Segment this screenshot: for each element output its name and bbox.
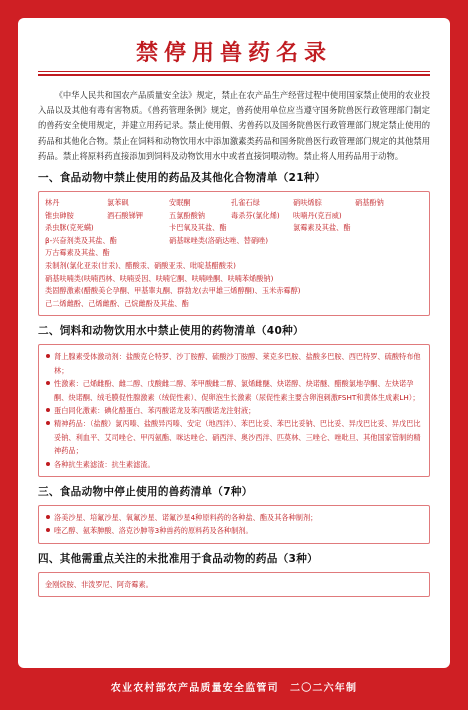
title-rule-thick [38, 74, 430, 76]
drug-item: 氯苯砜 [107, 198, 129, 208]
section-4-heading: 四、其他需重点关注的未批准用于食品动物的药品（3种） [38, 552, 319, 565]
drug-item: 硝呋烯腙 [293, 198, 322, 208]
drug-category-item: 蛋白同化激素：碘化酪蛋白、苯丙酸诺龙及苯丙酸诺龙注射液； [45, 404, 423, 417]
title-rule [38, 71, 430, 72]
drug-category-item: 肾上腺素受体激动剂：盐酸克仑特罗、沙丁胺醇、硫酸沙丁胺醇、莱克多巴胺、盐酸多巴胺、西巴特罗、硫酸特布他林； [45, 350, 423, 377]
drug-item: 己二烯雌酚、己烯雌酚、己烷雌酚及其盐、酯 [45, 298, 189, 308]
drug-item: 毒杀芬(氯化烯) [231, 210, 280, 220]
drug-item: 锥虫砷胺 [45, 210, 74, 220]
intro-paragraph: 《中华人民共和国农产品质量安全法》规定，禁止在农产品生产经营过程中使用国家禁止使用的农业投入品以及其他有毒有害物质。《兽药管理条例》规定，兽药使用单位应当遵守国务院兽医行政管理部门制定的兽药安全使用规定，并建立用药记录。禁止使用假、劣兽药以及国务院兽医行政管理部门规定禁止使用的药品和其他化合物。禁止在饲料和动物饮用水中添加激素类药品和国务院兽医行政管理部门规定的其他禁用药品。禁止将原料药直接添加到饲料及动物饮用水中或者直接饲喂动物。禁止将人用药品用于动物。 [38, 90, 430, 161]
section-3-heading: 三、食品动物中停止使用的兽药清单（7种） [38, 486, 253, 499]
drug-category-item: 性激素：己烯雌酚、雌二醇、戊酸雌二醇、苯甲酸雌二醇、氯烯雌醚、炔诺醇、炔诺醚、醋酸氯地孕酮、左炔诺孕酮、炔诺酮、绒毛膜促性腺激素（绒促性素）、促卵泡生长激素（尿促性素主要含卵泡刺激FSHT和黄体生成素LH）； [45, 377, 423, 404]
drug-item: 万古霉素及其盐、酯 [45, 248, 110, 258]
drug-item: 卡巴氧及其盐、酯 [169, 223, 227, 233]
drug-category-item: 精神药品：（盐酸）氯丙嗪、盐酸异丙嗪、安定（地西泮）、苯巴比妥、苯巴比妥钠、巴比妥、异戊巴比妥、异戊巴比妥钠、利血平、艾司唑仑、甲丙氨酯、咪达唑仑、硝西泮、奥沙西泮、匹莫林、三唑仑、唑吡旦、其他国家管制的精神药品； [45, 417, 423, 457]
drug-item: 硝基呋喃类(呋喃西林、呋喃妥因、呋喃它酮、呋喃唑酮、呋喃苯烯酸钠) [45, 273, 274, 283]
drug-item: 硝基酚钠 [355, 198, 384, 208]
drug-item: 类固醇激素(醋酸美仑孕酮、甲基睾丸酮、群勃龙(去甲雄三烯醇酮)、玉米赤霉醇) [45, 286, 301, 296]
drug-item: 孔雀石绿 [231, 198, 260, 208]
drug-item: 氯霉素及其盐、酯 [293, 223, 351, 233]
drug-item: 杀虫脒(克死螨) [45, 223, 94, 233]
drug-item: 汞制剂(氯化亚汞(甘汞)、醋酸汞、硝酸亚汞、吡啶基醋酸汞) [45, 260, 236, 270]
section-1-box [38, 191, 430, 316]
section-2-heading: 二、饲料和动物饮用水中禁止使用的药物清单（40种） [38, 325, 304, 338]
drug-category-item: 各种抗生素滤渣：抗生素滤渣。 [45, 458, 423, 471]
drug-category-item: 喹乙醇、氨苯胂酸、洛克沙胂等3种兽药的原料药及各种制剂。 [45, 524, 423, 537]
drug-category-item: 洛美沙星、培氟沙星、氧氟沙星、诺氟沙星4种原料药的各种盐、酯及其各种制剂； [45, 511, 423, 524]
section-1-heading: 一、食品动物中禁止使用的药品及其他化合物清单（21种） [38, 172, 326, 185]
drug-item: 五氯酚酸钠 [169, 210, 205, 220]
drug-item: 金刚烷胺、非泼罗尼、阿奇霉素。 [45, 579, 153, 589]
drug-item: β-兴奋剂类及其盐、酯 [45, 235, 117, 245]
notice-card [18, 18, 450, 668]
section-2-box [38, 344, 430, 477]
section-3-box [38, 505, 430, 544]
page-title: 禁停用兽药名录 [135, 40, 332, 66]
drug-item: 酒石酸锑钾 [107, 210, 143, 220]
drug-item: 硝基咪唑类(洛硝达唑、替硝唑) [169, 235, 269, 245]
drug-item: 呋喃丹(克百威) [293, 210, 342, 220]
footer-issuer: 农业农村部农产品质量安全监管司 二〇二六年制 [110, 683, 358, 694]
drug-item: 安眠酮 [169, 198, 191, 208]
section-4-box [38, 572, 430, 597]
drug-item: 林丹 [45, 198, 60, 208]
